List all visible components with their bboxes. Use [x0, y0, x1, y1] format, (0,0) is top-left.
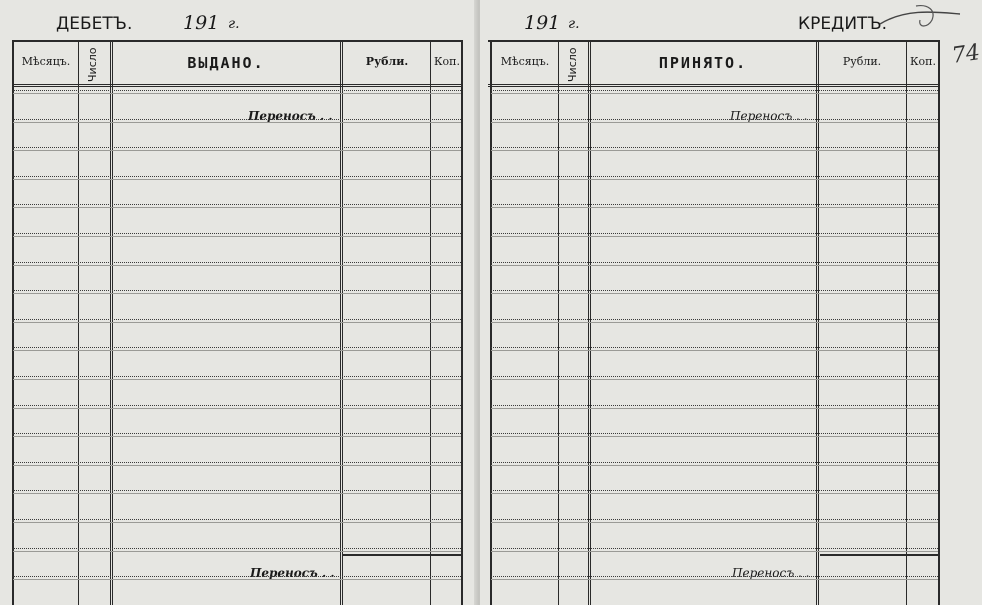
ledger-row-rule: [13, 122, 461, 123]
handwritten-page-number: 74: [950, 40, 982, 69]
ledger-row-rule: [491, 462, 938, 463]
ledger-row-rule: [13, 147, 461, 148]
credit-total-rule: [820, 554, 938, 556]
ledger-row-rule: [13, 319, 461, 320]
debit-rubles-header: Рубли.: [365, 55, 409, 68]
ledger-row-rule: [491, 493, 938, 494]
ledger-row-rule: [13, 204, 461, 205]
debit-kopecks-header: Коп.: [434, 55, 460, 68]
ledger-row-rule: [13, 493, 461, 494]
ledger-row-rule: [13, 465, 461, 466]
credit-year: 191: [524, 12, 561, 34]
credit-heading: КРЕДИТЪ.: [798, 14, 888, 34]
credit-table-top-rule: [488, 40, 940, 42]
ledger-row-rule: [491, 265, 938, 266]
ledger-row-rule: [13, 376, 461, 377]
credit-page: [480, 0, 982, 605]
ledger-row-rule: [491, 379, 938, 380]
ledger-row-rule: [13, 433, 461, 434]
ledger-row-rule: [491, 150, 938, 151]
debit-year: 191: [183, 12, 220, 34]
credit-rubles-header: Рубли.: [842, 55, 882, 68]
debit-page: [0, 0, 478, 605]
ledger-row-rule: [13, 90, 461, 91]
credit-carry-bottom: Переносъ . .: [732, 566, 810, 580]
ledger-row-rule: [491, 93, 938, 94]
ledger-row-rule: [13, 462, 461, 463]
ledger-row-rule: [13, 548, 461, 549]
ledger-row-rule: [491, 322, 938, 323]
debit-right-border: [461, 40, 463, 605]
credit-day-header: Число: [566, 47, 579, 82]
debit-table-top-rule: [12, 40, 462, 42]
debit-day-header: Число: [86, 47, 99, 82]
debit-carry-top: Переносъ . .: [248, 109, 333, 123]
ledger-row-rule: [491, 290, 938, 291]
ledger-row-rule: [491, 376, 938, 377]
debit-heading: ДЕБЕТЪ.: [56, 14, 133, 34]
ledger-row-rule: [13, 322, 461, 323]
ledger-row-rule: [491, 436, 938, 437]
ledger-row-rule: [491, 551, 938, 552]
ledger-row-rule: [13, 379, 461, 380]
credit-description-header: ПРИНЯТО.: [658, 54, 748, 72]
debit-carry-bottom: Переносъ . .: [250, 566, 335, 580]
ledger-row-rule: [491, 522, 938, 523]
ledger-row-rule: [491, 204, 938, 205]
ledger-row-rule: [491, 490, 938, 491]
credit-month-header: Мѣсяцъ.: [500, 55, 550, 68]
ledger-row-rule: [13, 119, 461, 120]
ledger-row-rule: [13, 347, 461, 348]
ledger-row-rule: [491, 293, 938, 294]
ledger-row-rule: [13, 290, 461, 291]
credit-year-suffix: г.: [568, 16, 580, 32]
credit-kopecks-header: Коп.: [910, 55, 936, 68]
ledger-row-rule: [13, 436, 461, 437]
ledger-row-rule: [13, 293, 461, 294]
ledger-row-rule: [491, 350, 938, 351]
ledger-row-rule: [491, 236, 938, 237]
ledger-row-rule: [491, 576, 938, 577]
ledger-row-rule: [491, 179, 938, 180]
ledger-row-rule: [491, 347, 938, 348]
ledger-row-rule: [13, 405, 461, 406]
ledger-row-rule: [13, 490, 461, 491]
ledger-row-rule: [491, 519, 938, 520]
ledger-row-rule: [491, 548, 938, 549]
debit-total-rule: [343, 554, 461, 556]
ledger-row-rule: [491, 262, 938, 263]
ledger-row-rule: [13, 207, 461, 208]
credit-carry-top: Переносъ . .: [730, 109, 808, 123]
debit-description-header: ВЫДАНО.: [187, 54, 265, 72]
ledger-row-rule: [491, 119, 938, 120]
ledger-row-rule: [491, 233, 938, 234]
ledger-row-rule: [491, 176, 938, 177]
debit-year-suffix: г.: [228, 16, 240, 32]
ledger-row-rule: [13, 350, 461, 351]
ledger-row-rule: [13, 233, 461, 234]
ledger-row-rule: [13, 150, 461, 151]
ledger-row-rule: [13, 176, 461, 177]
ledger-row-rule: [13, 519, 461, 520]
ledger-row-rule: [491, 579, 938, 580]
ledger-row-rule: [491, 90, 938, 91]
ledger-row-rule: [13, 522, 461, 523]
ledger-row-rule: [13, 408, 461, 409]
ledger-row-rule: [13, 551, 461, 552]
debit-month-header: Мѣсяцъ.: [21, 55, 71, 68]
ledger-row-rule: [13, 265, 461, 266]
ledger-row-rule: [491, 207, 938, 208]
ledger-row-rule: [13, 93, 461, 94]
ledger-row-rule: [491, 405, 938, 406]
ledger-row-rule: [491, 147, 938, 148]
ledger-row-rule: [491, 465, 938, 466]
ledger-row-rule: [13, 262, 461, 263]
debit-header-rule: [12, 84, 462, 87]
credit-header-rule: [488, 84, 940, 87]
ledger-row-rule: [13, 236, 461, 237]
ledger-row-rule: [13, 576, 461, 577]
ledger-row-rule: [13, 179, 461, 180]
ledger-row-rule: [491, 122, 938, 123]
ledger-row-rule: [491, 319, 938, 320]
ledger-row-rule: [491, 408, 938, 409]
credit-right-border: [938, 40, 940, 605]
ledger-row-rule: [13, 579, 461, 580]
ledger-row-rule: [491, 433, 938, 434]
